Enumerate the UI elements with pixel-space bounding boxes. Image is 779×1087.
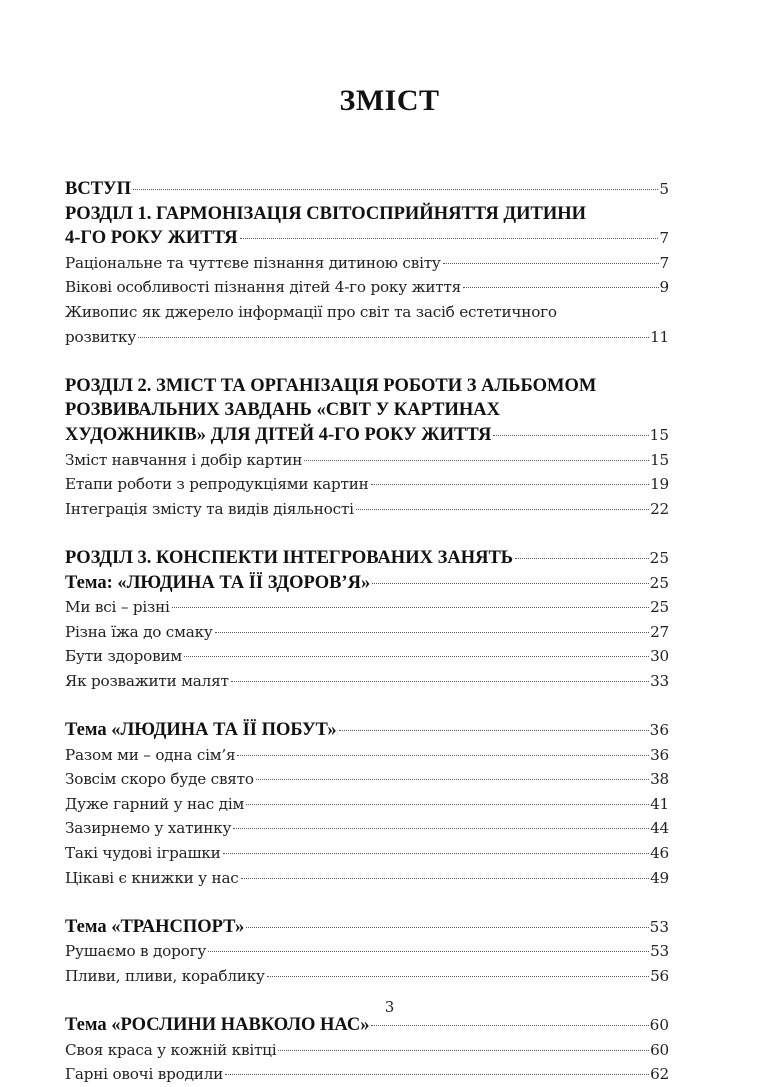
toc-entry-page: 9 bbox=[659, 278, 669, 297]
toc-entry[interactable] bbox=[65, 1038, 669, 1063]
toc-entry[interactable] bbox=[65, 251, 669, 276]
toc-entry-page: 30 bbox=[650, 647, 669, 666]
toc-heading-entry[interactable] bbox=[65, 374, 669, 399]
toc-entry[interactable] bbox=[65, 644, 669, 669]
toc-heading-entry[interactable] bbox=[65, 398, 669, 423]
toc-entry-page: 7 bbox=[659, 253, 669, 272]
section-spacer bbox=[65, 349, 669, 374]
toc-entry-title: Рушаємо в дорогу bbox=[65, 942, 207, 961]
section-spacer bbox=[65, 693, 669, 718]
toc-entry-title: Зовсім скоро буде свято bbox=[65, 770, 254, 789]
toc-entry-title: Зміст навчання і добір картин bbox=[65, 450, 303, 469]
toc-heading-entry[interactable] bbox=[65, 718, 669, 743]
dot-leader bbox=[241, 878, 649, 879]
toc-entry-page: 27 bbox=[650, 622, 669, 641]
dot-leader bbox=[223, 853, 649, 854]
toc-entry-page: 19 bbox=[650, 475, 669, 494]
toc-entry[interactable] bbox=[65, 939, 669, 964]
toc-entry-title: Інтеграція змісту та видів діяльності bbox=[65, 499, 354, 518]
toc-entry-title: Тема «ТРАНСПОРТ» bbox=[65, 916, 245, 937]
section-spacer bbox=[65, 890, 669, 915]
toc-entry-page: 44 bbox=[650, 819, 669, 838]
toc-entry-title: Цікаві є книжки у нас bbox=[65, 868, 239, 887]
toc-entry-page: 15 bbox=[650, 450, 669, 469]
toc-entry-page: 46 bbox=[650, 844, 669, 863]
toc-entry-title: РОЗДІЛ 3. КОНСПЕКТИ ІНТЕГРОВАНИХ ЗАНЯТЬ bbox=[65, 547, 514, 568]
toc-entry-title: Раціональне та чуттєве пізнання дитиною світу bbox=[65, 253, 441, 272]
dot-leader bbox=[304, 460, 649, 461]
toc-entry-page: 60 bbox=[649, 1016, 669, 1035]
toc-entry-title: 4-ГО РОКУ ЖИТТЯ bbox=[65, 228, 238, 249]
dot-leader bbox=[133, 189, 658, 190]
toc-entry[interactable] bbox=[65, 767, 669, 792]
dot-leader bbox=[225, 1074, 649, 1075]
toc-entry-title: Різна їжа до смаку bbox=[65, 622, 213, 641]
toc-heading-entry[interactable] bbox=[65, 423, 669, 448]
toc-entry-page: 5 bbox=[659, 180, 669, 198]
dot-leader bbox=[237, 755, 649, 756]
toc-entry-page: 53 bbox=[650, 942, 669, 961]
toc-entry-title: Живопис як джерело інформації про світ та засіб естетичного bbox=[65, 302, 557, 321]
toc-entry-title: розвитку bbox=[65, 327, 137, 346]
toc-heading-entry[interactable] bbox=[65, 226, 669, 251]
toc-entry-title: Бути здоровим bbox=[65, 647, 182, 666]
dot-leader bbox=[215, 632, 649, 633]
toc-entry-page: 25 bbox=[649, 548, 669, 567]
toc-entry-title: Тема «РОСЛИНИ НАВКОЛО НАС» bbox=[65, 1015, 370, 1036]
dot-leader bbox=[372, 583, 648, 584]
dot-leader bbox=[246, 927, 648, 928]
toc-entry-title: ВСТУП bbox=[65, 179, 132, 199]
dot-leader bbox=[246, 804, 649, 805]
dot-leader bbox=[493, 435, 648, 436]
dot-leader bbox=[208, 951, 649, 952]
toc-heading-entry[interactable] bbox=[65, 546, 669, 571]
toc-entry[interactable] bbox=[65, 448, 669, 473]
page-title: ЗМІСТ bbox=[339, 84, 440, 117]
toc-entry-page: 33 bbox=[650, 671, 669, 690]
toc-heading-entry[interactable] bbox=[65, 571, 669, 596]
toc-entry-page: 36 bbox=[649, 721, 669, 740]
dot-leader bbox=[240, 238, 659, 239]
toc-entry-page: 25 bbox=[650, 598, 669, 617]
toc-entry-page: 41 bbox=[650, 794, 669, 813]
toc-entry[interactable] bbox=[65, 275, 669, 300]
toc-entry-title: РОЗДІЛ 2. ЗМІСТ ТА ОРГАНІЗАЦІЯ РОБОТИ З АЛЬБОМОМ bbox=[65, 375, 597, 396]
dot-leader bbox=[231, 681, 649, 682]
toc-entry-title: Вікові особливості пізнання дітей 4-го року життя bbox=[65, 278, 462, 297]
toc-entry[interactable] bbox=[65, 472, 669, 497]
toc-entry-title: РОЗВИВАЛЬНИХ ЗАВДАНЬ «СВІТ У КАРТИНАХ bbox=[65, 400, 500, 421]
dot-leader bbox=[233, 828, 649, 829]
toc-entry-title: РОЗДІЛ 1. ГАРМОНІЗАЦІЯ СВІТОСПРИЙНЯТТЯ ДИТИНИ bbox=[65, 203, 587, 224]
dot-leader bbox=[463, 287, 658, 288]
toc-entry[interactable] bbox=[65, 841, 669, 866]
toc-entry[interactable] bbox=[65, 669, 669, 694]
dot-leader bbox=[371, 1025, 648, 1026]
toc-entry[interactable] bbox=[65, 497, 669, 522]
dot-leader bbox=[267, 976, 649, 977]
toc-entry-title: Тема: «ЛЮДИНА ТА ЇЇ ЗДОРОВ’Я» bbox=[65, 572, 371, 593]
toc-entry-title: Гарні овочі вродили bbox=[65, 1065, 224, 1084]
toc-entry-title: Ми всі – різні bbox=[65, 598, 170, 617]
toc-entry[interactable] bbox=[65, 300, 669, 325]
toc-entry-page: 62 bbox=[650, 1065, 669, 1084]
toc-entry-title: Разом ми – одна сім’я bbox=[65, 745, 236, 764]
dot-leader bbox=[184, 656, 649, 657]
dot-leader bbox=[371, 484, 649, 485]
toc-entry-page: 49 bbox=[650, 868, 669, 887]
toc-heading-entry[interactable] bbox=[65, 915, 669, 940]
toc-entry-page: 60 bbox=[650, 1040, 669, 1059]
toc-entry[interactable] bbox=[65, 816, 669, 841]
toc-entry[interactable] bbox=[65, 964, 669, 989]
dot-leader bbox=[278, 1050, 649, 1051]
toc-entry-title: Зазирнемо у хатинку bbox=[65, 819, 232, 838]
toc-entry-title: Як розважити малят bbox=[65, 671, 229, 690]
dot-leader bbox=[515, 558, 649, 559]
toc-entry-title: Дуже гарний у нас дім bbox=[65, 794, 245, 813]
toc-entry-title: ХУДОЖНИКІВ» ДЛЯ ДІТЕЙ 4-ГО РОКУ ЖИТТЯ bbox=[65, 424, 492, 445]
dot-leader bbox=[356, 509, 649, 510]
toc-entry-title: Своя краса у кожній квітці bbox=[65, 1040, 277, 1059]
table-of-contents bbox=[65, 177, 669, 1087]
toc-entry-page: 11 bbox=[650, 327, 669, 346]
page-number: 3 bbox=[384, 998, 395, 1016]
toc-entry-title: Тема «ЛЮДИНА ТА ЇЇ ПОБУТ» bbox=[65, 720, 337, 741]
toc-entry[interactable] bbox=[65, 866, 669, 891]
toc-entry-page: 7 bbox=[659, 229, 669, 248]
toc-entry-page: 36 bbox=[650, 745, 669, 764]
toc-entry-page: 56 bbox=[650, 967, 669, 985]
toc-entry-page: 53 bbox=[649, 917, 669, 936]
toc-entry[interactable] bbox=[65, 620, 669, 645]
toc-heading-entry[interactable] bbox=[65, 1013, 669, 1038]
toc-entry[interactable] bbox=[65, 792, 669, 817]
toc-heading-entry[interactable] bbox=[65, 202, 669, 227]
dot-leader bbox=[443, 263, 659, 264]
toc-entry-page: 38 bbox=[650, 770, 669, 789]
toc-entry[interactable] bbox=[65, 325, 669, 350]
toc-heading-entry[interactable] bbox=[65, 177, 669, 202]
toc-entry[interactable] bbox=[65, 743, 669, 768]
dot-leader bbox=[339, 730, 649, 731]
toc-entry-title: Такі чудові іграшки bbox=[65, 844, 221, 863]
toc-entry-page: 15 bbox=[649, 425, 669, 444]
toc-entry-page: 22 bbox=[650, 499, 669, 518]
dot-leader bbox=[172, 607, 649, 608]
toc-entry[interactable] bbox=[65, 1062, 669, 1087]
toc-entry-title: Пливи, пливи, кораблику bbox=[65, 967, 265, 985]
section-spacer bbox=[65, 521, 669, 546]
toc-entry-title: Етапи роботи з репродукціями картин bbox=[65, 475, 369, 494]
dot-leader bbox=[256, 779, 649, 780]
toc-entry[interactable] bbox=[65, 595, 669, 620]
dot-leader bbox=[138, 337, 649, 338]
toc-entry-page: 25 bbox=[649, 573, 669, 592]
